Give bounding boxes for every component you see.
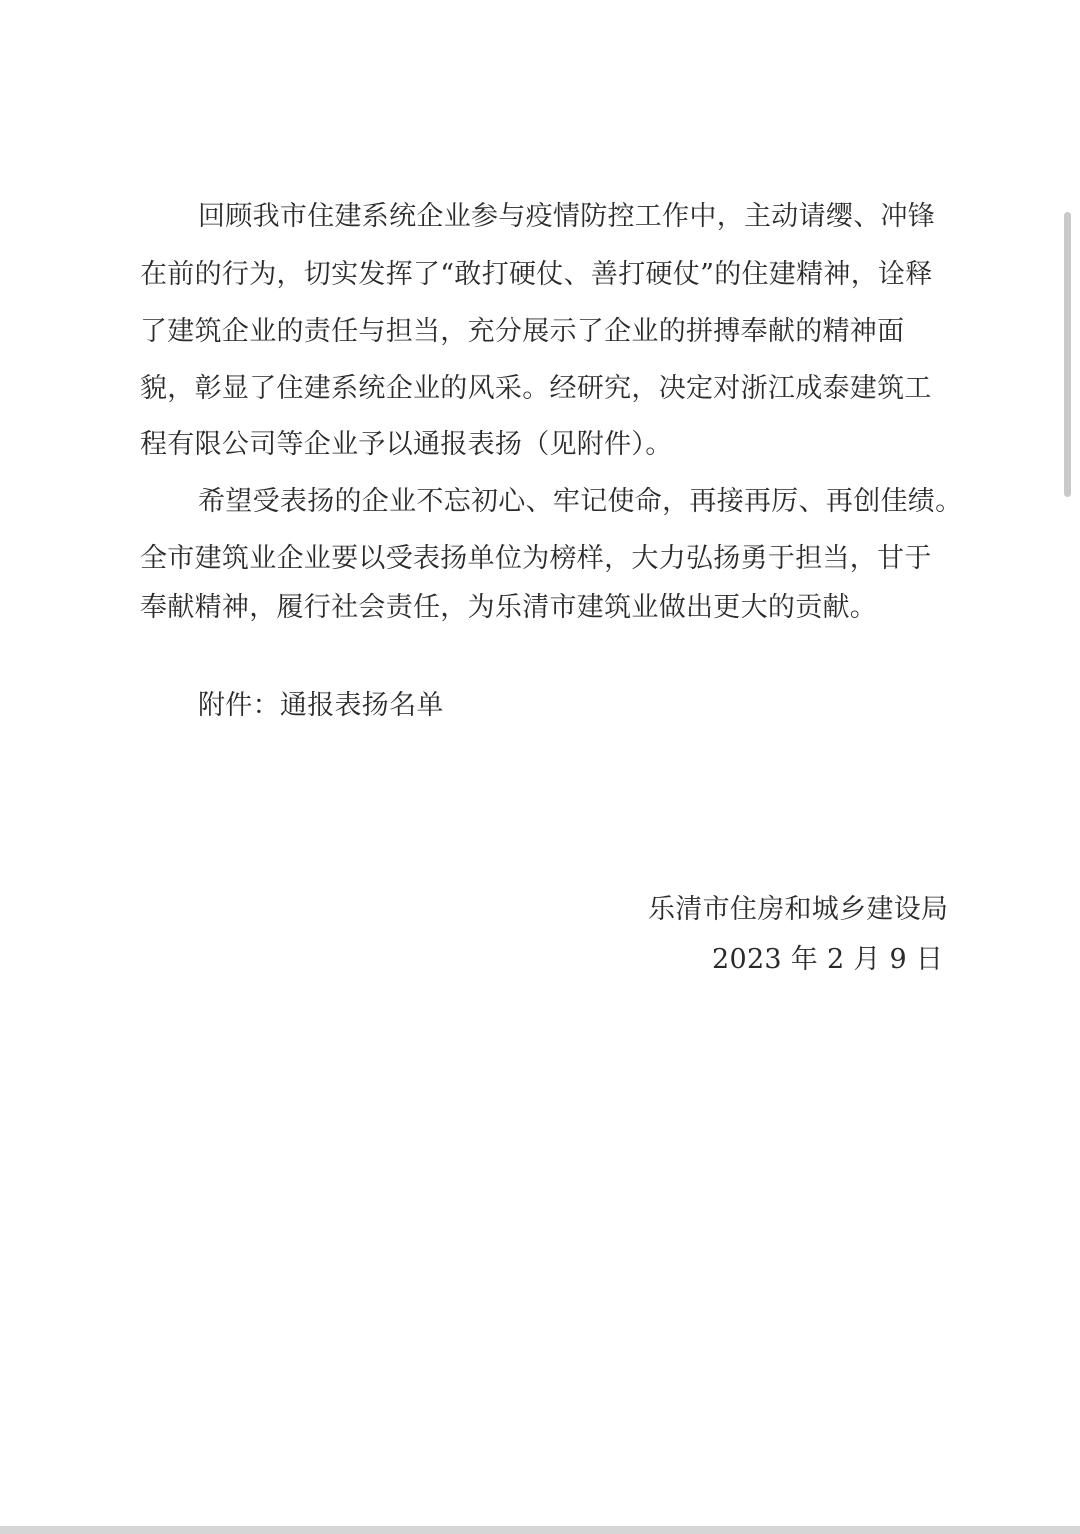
paragraph1-line4: 貌，彰显了住建系统企业的风采。经研究，决定对浙江成泰建筑工 (140, 373, 932, 404)
bottom-scroll-bar (0, 1526, 1080, 1534)
scrollbar-thumb[interactable] (1064, 212, 1071, 497)
paragraph2-line1: 希望受表扬的企业不忘初心、牢记使命，再接再厉、再创佳绩。 (198, 486, 963, 517)
signature-organization: 乐清市住房和城乡建设局 (648, 894, 949, 925)
attachment-line: 附件：通报表扬名单 (198, 690, 444, 721)
paragraph1-line1: 回顾我市住建系统企业参与疫情防控工作中，主动请缨、冲锋 (198, 201, 936, 232)
paragraph1-line3: 了建筑企业的责任与担当，充分展示了企业的拼搏奉献的精神面 (140, 316, 905, 347)
paragraph1-line2: 在前的行为，切实发挥了“敢打硬仗、善打硬仗”的住建精神，诠释 (140, 259, 933, 290)
signature-date: 2023 年 2 月 9 日 (712, 944, 944, 975)
paragraph2-line3: 奉献精神，履行社会责任，为乐清市建筑业做出更大的贡献。 (140, 592, 878, 623)
paragraph2-line2: 全市建筑业企业要以受表扬单位为榜样，大力弘扬勇于担当，甘于 (140, 543, 932, 574)
paragraph1-line5: 程有限公司等企业予以通报表扬（见附件）。 (140, 429, 673, 460)
vertical-scrollbar[interactable] (1060, 200, 1074, 510)
